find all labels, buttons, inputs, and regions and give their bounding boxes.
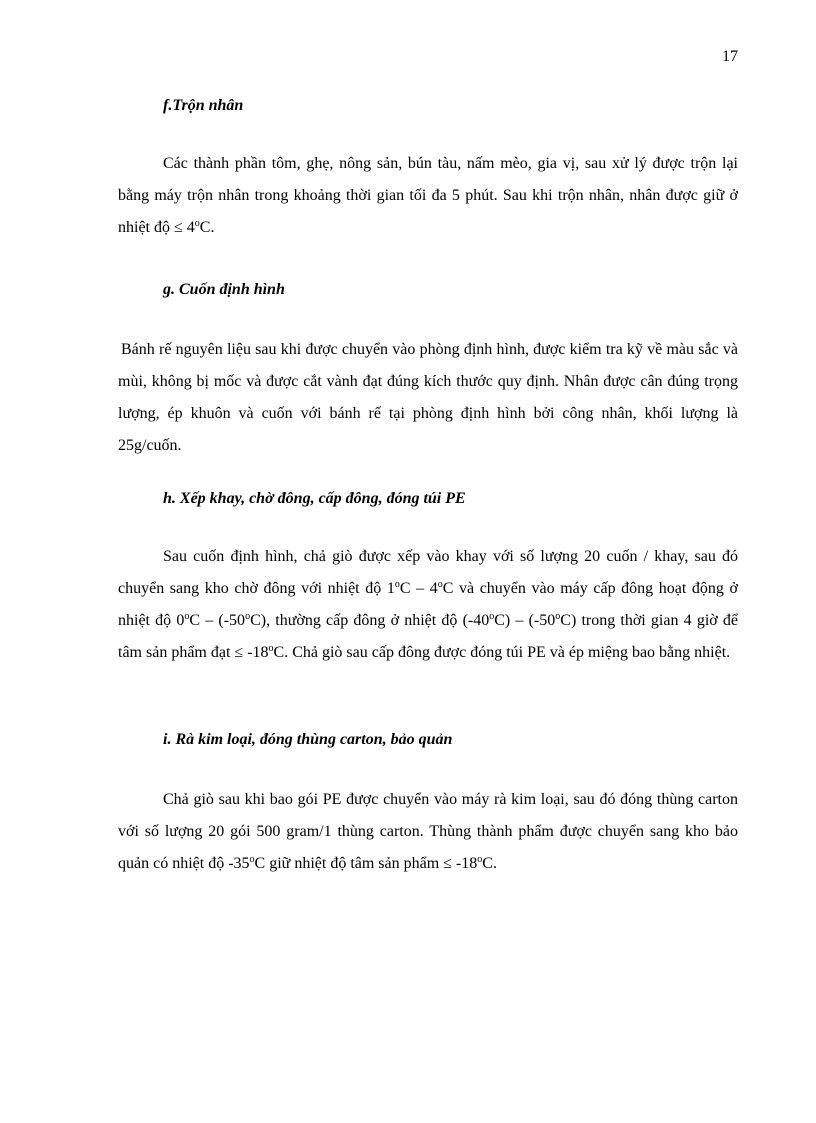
paragraph-xep-khay — [118, 541, 738, 669]
degree-superscript: o — [394, 579, 400, 590]
heading-cuon-dinh-hinh: g. Cuốn định hình — [163, 281, 285, 298]
degree-superscript: o — [489, 611, 495, 622]
degree-superscript: o — [194, 218, 200, 229]
page-number: 17 — [722, 48, 738, 65]
heading-xep-khay: h. Xếp khay, chờ đông, cấp đông, đóng túi PE — [163, 490, 466, 507]
text-run: Chả giò sau khi bao gói PE được chuyển vào máy rà kim loại, sau đó đóng thùng carton với số lượng 20 gói 500 gram/1 thùng carton. Thùng thành phẩm được chuyển sang kho bảo quản có nhiệt độ -35 — [118, 791, 738, 872]
degree-superscript: o — [477, 854, 483, 865]
degree-superscript: o — [249, 854, 255, 865]
text-run: C), thường cấp đông ở nhiệt độ (-40 — [250, 612, 490, 629]
heading-ra-kim-loai: i. Rà kim loại, đóng thùng carton, bảo quản — [163, 731, 453, 748]
degree-superscript: o — [245, 611, 251, 622]
text-run: C. — [199, 219, 215, 236]
text-run: C) trong thời gian 4 giờ để tâm sản phẩm đạt ≤ -18 — [118, 612, 739, 661]
paragraph-cuon-dinh-hinh — [118, 334, 738, 462]
text-run: C – (-50 — [189, 612, 246, 629]
text-run: C và chuyển vào máy cấp đông hoạt động ở nhiệt độ 0 — [118, 580, 738, 629]
degree-superscript: o — [555, 611, 561, 622]
text-run: C) – (-50 — [494, 612, 556, 629]
heading-tron-nhan: f.Trộn nhân — [163, 97, 244, 114]
text-run: Bánh rế nguyên liệu sau khi được chuyển vào phòng định hình, được kiểm tra kỹ về màu sắc và mùi, không bị mốc và được cắt vành đạt đúng kích thước quy định. Nhân được cân đúng trọng lượng, ép khuôn và cuốn với bánh rế tại phòng định hình bởi công nhân, khối lượng là 25g/cuốn. — [118, 341, 738, 454]
text-run: C – 4 — [399, 580, 438, 597]
degree-superscript: o — [184, 611, 190, 622]
text-run: Các thành phần tôm, ghẹ, nông sản, bún tàu, nấm mèo, gia vị, sau xử lý được trộn lại bằng máy trộn nhân trong khoảng thời gian tối đa 5 phút. Sau khi trộn nhân, nhân được giữ ở nhiệt độ ≤ 4 — [118, 155, 738, 236]
text-run: C. Chả giò sau cấp đông được đóng túi PE và ép miệng bao bằng nhiệt. — [273, 644, 731, 661]
degree-superscript: o — [268, 643, 274, 654]
degree-superscript: o — [437, 579, 443, 590]
text-run: C giữ nhiệt độ tâm sản phẩm ≤ -18 — [254, 855, 478, 872]
paragraph-ra-kim-loai — [118, 784, 738, 880]
paragraph-tron-nhan — [118, 148, 738, 244]
text-run: Sau cuốn định hình, chả giò được xếp vào khay với số lượng 20 cuốn / khay, sau đó chuyển sang kho chờ đông với nhiệt độ 1 — [118, 548, 738, 597]
text-run: C. — [482, 855, 497, 872]
